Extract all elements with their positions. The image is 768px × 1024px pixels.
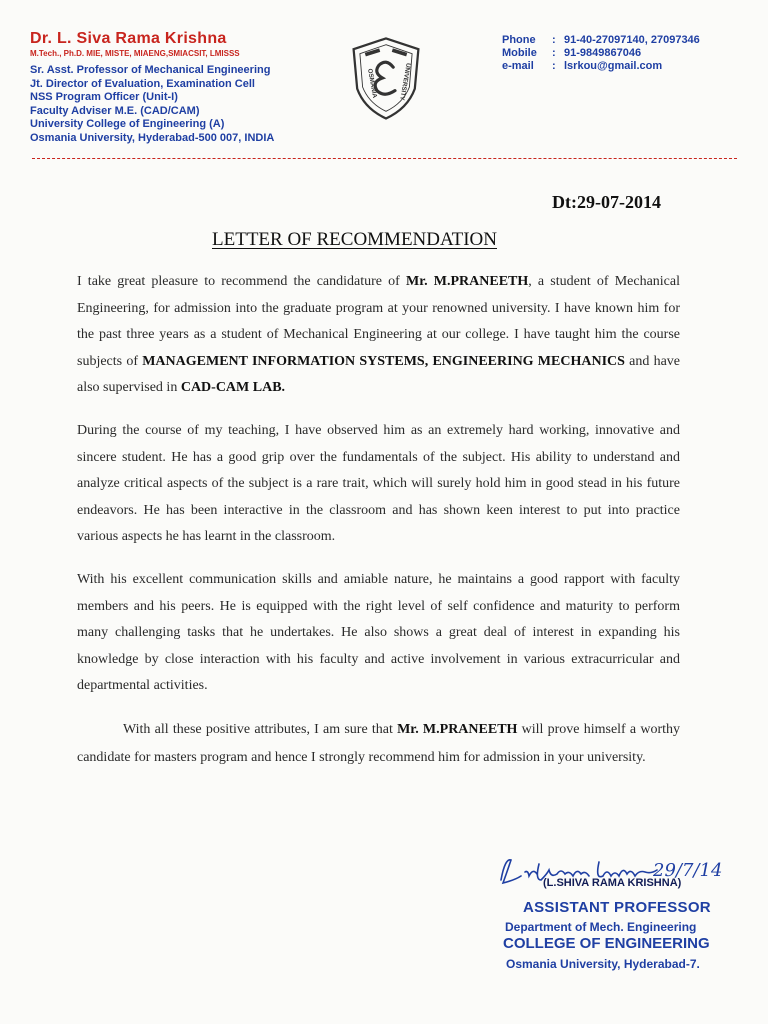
contact-email: e-mail : lsrkou@gmail.com (502, 60, 663, 72)
paragraph-text: , a student of Mechanical Engineering, for admission into the graduate program at your renowned university. I have known him for the past three years as a student of Mechanical Engineering at our college. I have taught him the course subjects of (77, 274, 680, 369)
stamp-department: Department of Mech. Engineering (505, 920, 697, 934)
student-name: Mr. M.PRANEETH (397, 722, 518, 737)
designation-line: Sr. Asst. Professor of Mechanical Engineering (30, 64, 271, 76)
emblem-text-right: UNIVERSITY (398, 62, 412, 101)
letter-title: LETTER OF RECOMMENDATION (212, 229, 497, 250)
lab-name: CAD-CAM LAB. (180, 380, 286, 395)
course-subjects: MANAGEMENT INFORMATION SYSTEMS, ENGINEERING MECHANICS (142, 353, 625, 369)
paragraph-4 (77, 716, 680, 772)
designation-line: NSS Program Officer (Unit-I) (30, 91, 178, 103)
contact-phone: Phone : 91-40-27097140, 27097346 (502, 34, 700, 46)
contact-label: Phone (502, 34, 536, 46)
university-emblem-icon (341, 33, 431, 123)
designation-line: Faculty Adviser M.E. (CAD/CAM) (30, 104, 200, 117)
sender-name: Dr. L. Siva Rama Krishna (30, 30, 227, 47)
sender-qualifications: M.Tech., Ph.D. MIE, MISTE, MIAENG,SMIACSIT, LMISSS (30, 49, 240, 58)
designation-line: Osmania University, Hyderabad-500 007, INDIA (30, 131, 275, 144)
emblem-text-left: OSMANIA (366, 68, 379, 99)
paragraph-1 (77, 269, 680, 402)
paragraph-2: During the course of my teaching, I have observed him as an extremely hard working, innovative and sincere student. He has a good grip over the fundamentals of the subject. His ability to understand and analyze critical aspects of the subject is a rare trait, which will surely hold him in good stead in his future endeavors. He has been interactive in the classroom and has shown keen interest to put into practice various aspects he has learnt in the classroom. (77, 423, 680, 544)
contact-value: lsrkou@gmail.com (564, 60, 663, 72)
contact-value: 91-40-27097140, 27097346 (564, 34, 700, 46)
handwritten-signature (495, 850, 723, 900)
student-name: Mr. M.PRANEETH (405, 274, 529, 289)
contact-value: 91-9849867046 (564, 47, 642, 59)
paragraph-text: and have also supervised in (77, 353, 681, 395)
contact-label: e-mail (502, 60, 534, 72)
signature-date: 29/7/14 (653, 860, 723, 881)
paragraph-text: With all these positive attributes, I am sure that (123, 722, 398, 737)
header-divider (32, 158, 737, 159)
designation-line: University College of Engineering (A) (30, 118, 225, 130)
designation-line: Jt. Director of Evaluation, Examination Cell (30, 77, 255, 90)
contact-label: Mobile (502, 47, 537, 59)
stamp-university: Osmania University, Hyderabad-7. (506, 957, 700, 971)
letterhead-left (30, 30, 274, 145)
stamp-name: (L.SHIVA RAMA KRISHNA) (543, 877, 682, 889)
paragraph-text: will prove himself a worthy candidate for masters program and hence I strongly recommend him for admission in your university. (77, 722, 680, 765)
paragraph-text: I take great pleasure to recommend the candidature of (77, 274, 406, 289)
stamp-college: COLLEGE OF ENGINEERING (503, 935, 710, 952)
contact-mobile: Mobile : 91-9849867046 (502, 47, 642, 59)
letterhead-contact (502, 34, 700, 73)
letter-date: Dt:29-07-2014 (552, 192, 661, 212)
stamp-title: ASSISTANT PROFESSOR (523, 899, 711, 916)
paragraph-3: With his excellent communication skills and amiable nature, he maintains a good rapport with faculty members and his peers. He is equipped with the right level of self confidence and maturity to perform many challenging tasks that he undertakes. He also shows a great deal of interest in expanding his knowledge by close interaction with his faculty and active involvement in various extracurricular and departmental activities. (77, 572, 680, 693)
